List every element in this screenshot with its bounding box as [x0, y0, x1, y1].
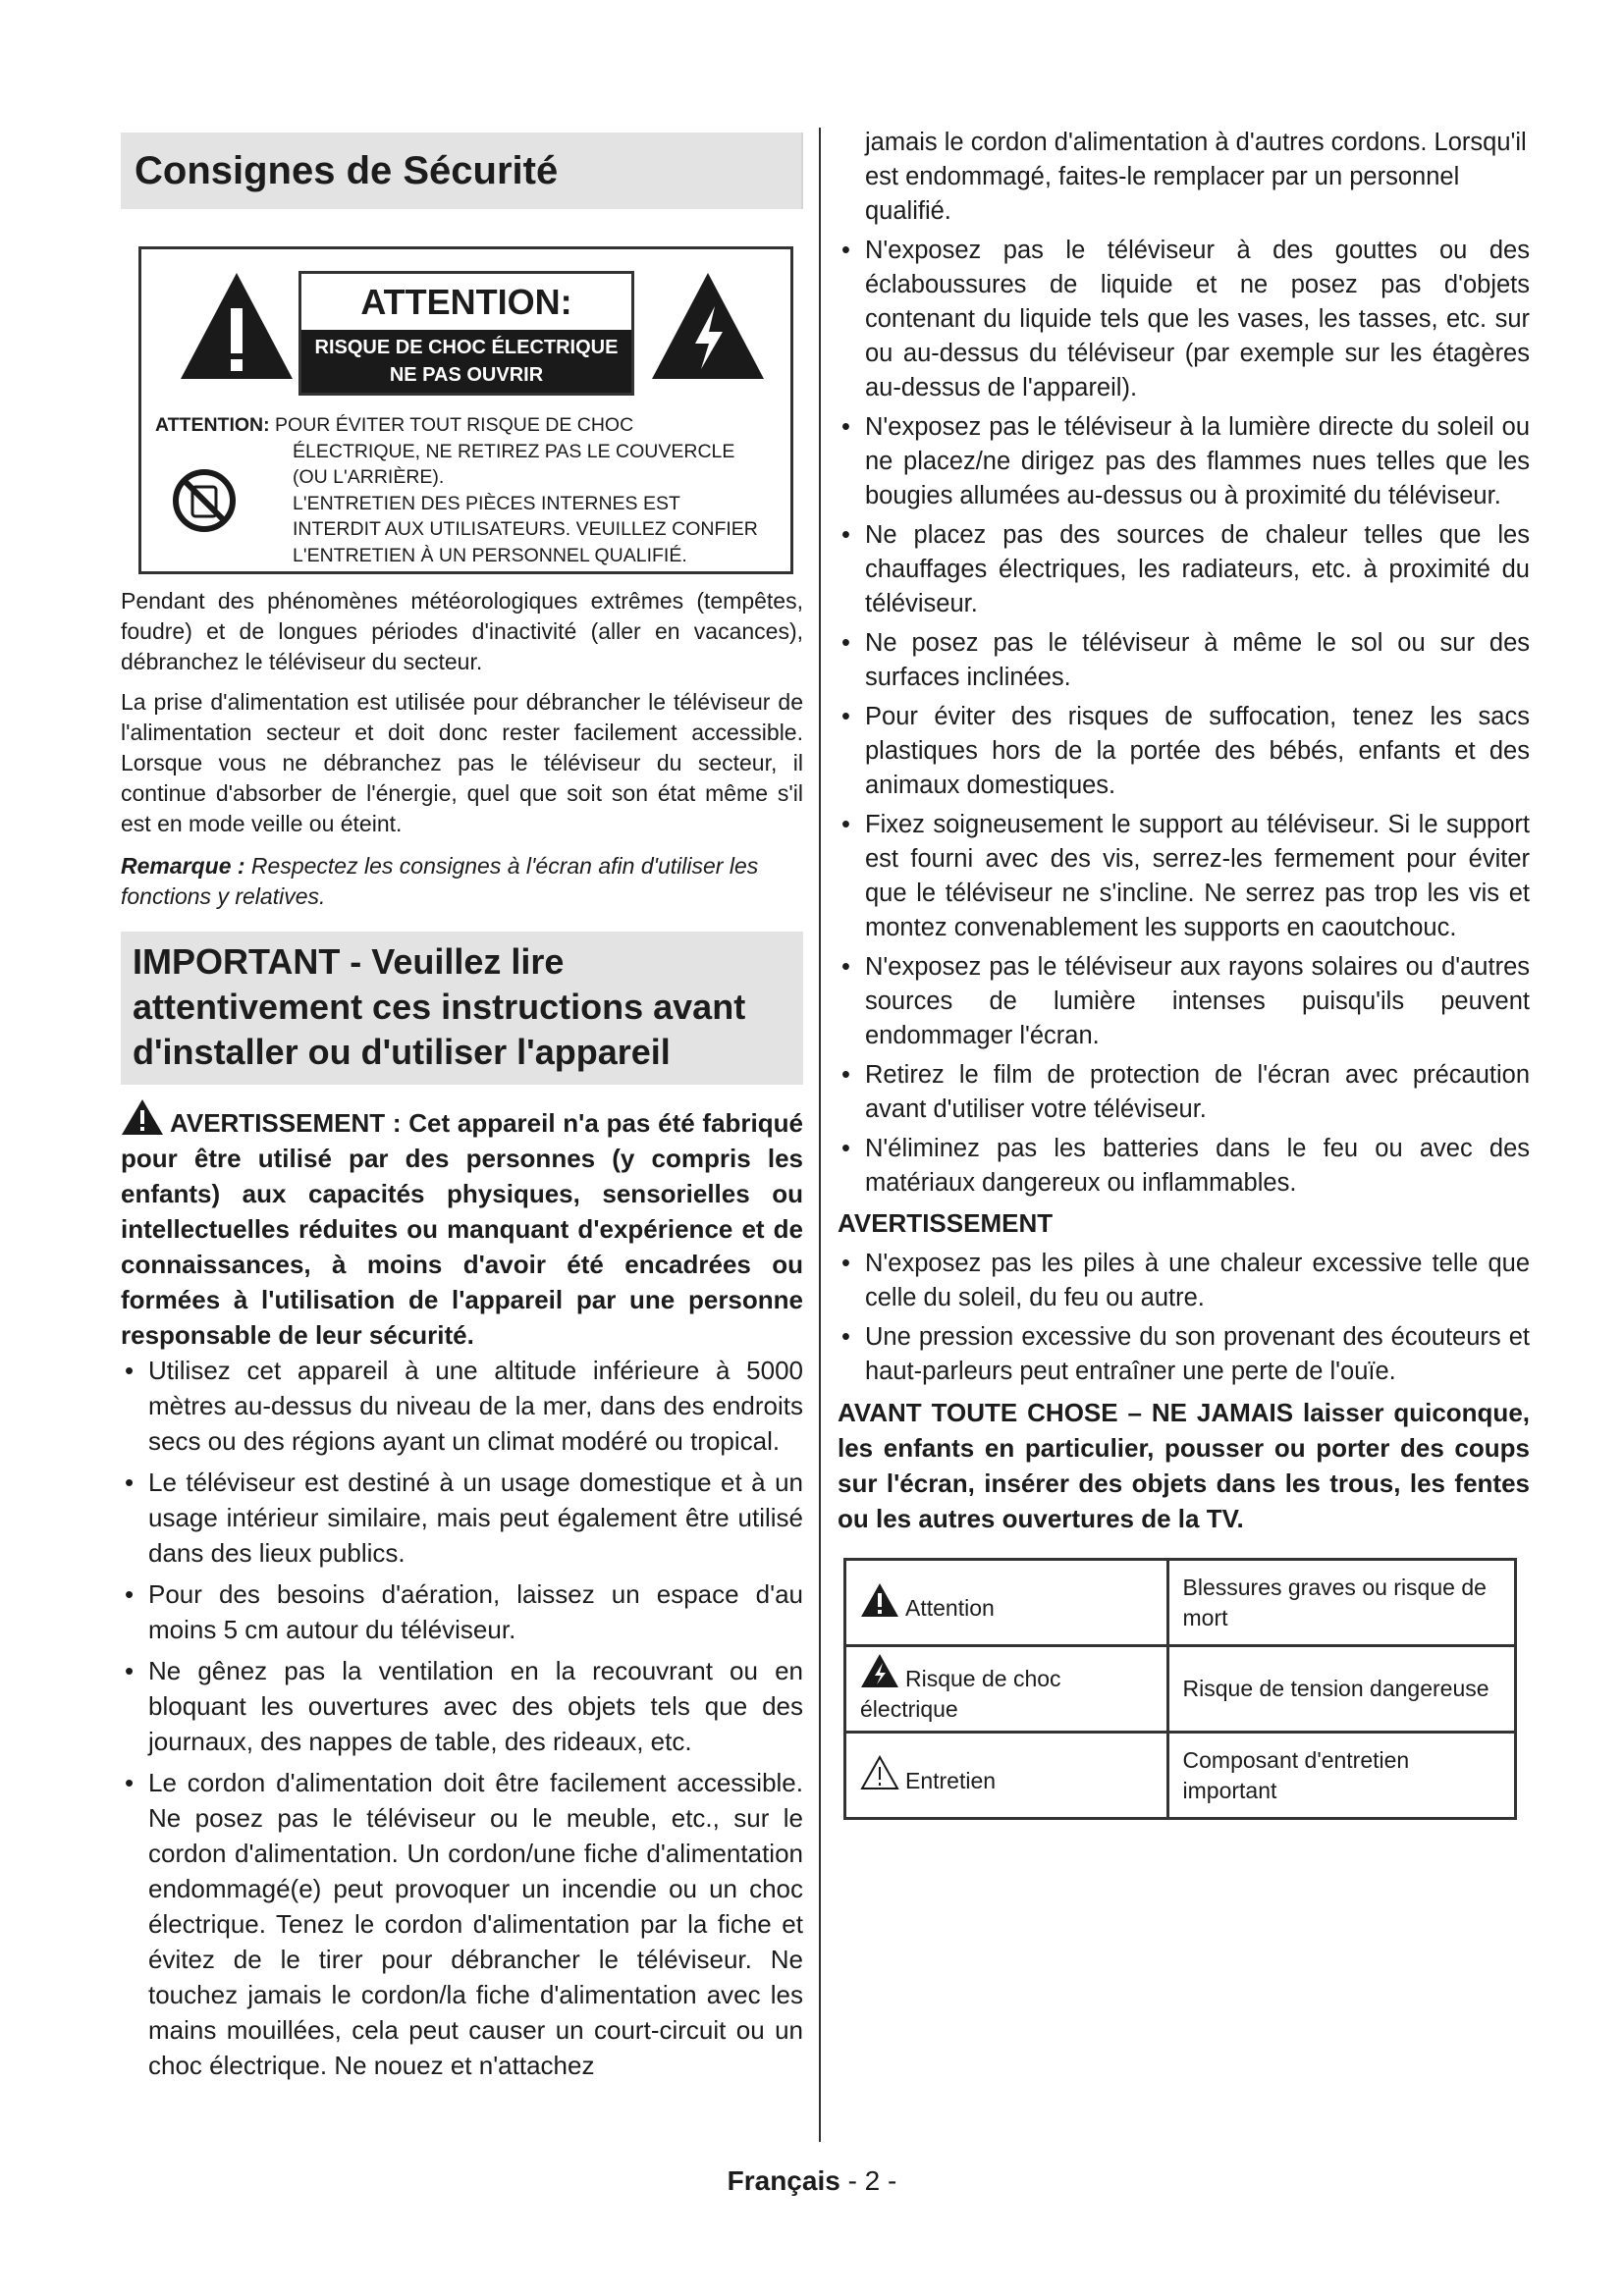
- list-item: • N'exposez pas le téléviseur aux rayons solaires ou d'autres sources de lumière intenses puisqu'ils peuvent endommager l'écran.: [838, 950, 1530, 1053]
- left-column: [121, 128, 803, 2089]
- caution-line: ÉLECTRIQUE, NE RETIREZ PAS LE COUVERCLE: [293, 440, 735, 462]
- warning-lead-paragraph: [121, 1098, 803, 1353]
- caution-text: [155, 412, 786, 568]
- continued-text: jamais le cordon d'alimentation à d'autres cordons. Lorsqu'il est endommagé, faites-le remplacer par un personnel qualifié.: [865, 129, 1527, 225]
- table-row: [845, 1733, 1516, 1819]
- list-item: • Pour des besoins d'aération, laissez un espace d'au moins 5 cm autour du téléviseur.: [121, 1576, 803, 1647]
- page-number: - 2 -: [847, 2165, 897, 2196]
- warning-filled-icon: [860, 1582, 899, 1618]
- legend-symbol-cell: [845, 1733, 1168, 1819]
- list-item: • Utilisez cet appareil à une altitude inférieure à 5000 mètres au-dessus du niveau de la mer, dans des endroits secs ou des régions ayant un climat modéré ou tropical.: [121, 1353, 803, 1459]
- legend-desc-cell: Blessures graves ou risque de mort: [1167, 1560, 1515, 1646]
- warning-triangle-icon: [179, 271, 295, 381]
- lightning-triangle-icon: [650, 271, 766, 381]
- list-item: • Retirez le film de protection de l'écran avec précaution avant d'utiliser votre téléviseur.: [838, 1058, 1530, 1127]
- electric-shock-warning-box: [138, 246, 793, 574]
- list-item: • N'exposez pas les piles à une chaleur excessive telle que celle du soleil, du feu ou autre.: [838, 1247, 1530, 1315]
- legend-symbol-cell: [845, 1646, 1168, 1733]
- legend-label: Entretien: [905, 1767, 997, 1793]
- attention-frame: [298, 271, 634, 396]
- shock-risk-line1: RISQUE DE CHOC ÉLECTRIQUE: [314, 337, 619, 358]
- right-bullet-list: [838, 234, 1530, 1201]
- legend-label: Attention: [905, 1594, 995, 1621]
- plug-paragraph: La prise d'alimentation est utilisée pour débrancher le téléviseur de l'alimentation secteur et doit donc rester facilement accessible. Lorsque vous ne débranchez pas le téléviseur du secteur, il continue d'absorber de l'énergie, quel que soit son état même s'il est en mode veille ou éteint.: [121, 689, 803, 836]
- legend-desc-cell: Risque de tension dangereuse: [1167, 1646, 1515, 1733]
- warning-heading: AVERTISSEMENT: [838, 1208, 1054, 1238]
- shock-risk-label: [301, 330, 631, 393]
- caution-line: (OU L'ARRIÈRE).: [293, 466, 445, 488]
- important-heading: IMPORTANT - Veuillez lire attentivement ces instructions avant d'installer ou d'utiliser l'appareil: [121, 932, 803, 1085]
- symbol-legend-table: [843, 1558, 1517, 1820]
- footer-language: Français: [727, 2165, 840, 2196]
- note-text: Respectez les consignes à l'écran afin d'utiliser les fonctions y relatives.: [121, 853, 759, 909]
- page-footer: [0, 2165, 1624, 2197]
- note-paragraph: [121, 851, 803, 912]
- column-divider: [819, 128, 821, 2142]
- list-item: • Ne gênez pas la ventilation en la recouvrant ou en bloquant les ouvertures avec des objets tels que des journaux, des nappes de table, des rideaux, etc.: [121, 1653, 803, 1759]
- list-item: • Le téléviseur est destiné à un usage domestique et à un usage intérieur similaire, mais peut également être utilisé dans des lieux publics.: [121, 1465, 803, 1571]
- table-row: [845, 1646, 1516, 1733]
- caution-line: L'ENTRETIEN DES PIÈCES INTERNES EST: [293, 492, 680, 514]
- legend-desc-cell: Composant d'entretien important: [1167, 1733, 1515, 1819]
- note-label: Remarque :: [121, 853, 245, 879]
- warning-bullet-list: [838, 1247, 1530, 1389]
- list-item: • Ne placez pas des sources de chaleur telles que les chauffages électriques, les radiateurs, etc. à proximité du téléviseur.: [838, 518, 1530, 621]
- caution-line: INTERDIT AUX UTILISATEURS. VEUILLEZ CONFIER: [293, 518, 758, 540]
- legend-symbol-cell: [845, 1560, 1168, 1646]
- shock-risk-line2: NE PAS OUVRIR: [389, 364, 544, 386]
- list-item: • Ne posez pas le téléviseur à même le sol ou sur des surfaces inclinées.: [838, 626, 1530, 695]
- caution-lead: ATTENTION:: [155, 414, 270, 436]
- page-title: Consignes de Sécurité: [121, 133, 803, 209]
- screen-warning-paragraph: AVANT TOUTE CHOSE – NE JAMAIS laisser quiconque, les enfants en particulier, pousser ou porter des coups sur l'écran, insérer des objets dans les trous, les fentes ou les autres ouvertures de la TV.: [838, 1398, 1530, 1533]
- list-item: • Pour éviter des risques de suffocation, tenez les sacs plastiques hors de la portée des bébés, enfants et des animaux domestiques.: [838, 700, 1530, 803]
- list-item: • N'exposez pas le téléviseur à des gouttes ou des éclaboussures de liquide et ne posez pas d'objets contenant du liquide tels que les vases, les tasses, etc. sur ou au-dessus du téléviseur (par exemple sur les étagères au-dessus de l'appareil).: [838, 234, 1530, 405]
- caution-line: L'ENTRETIEN À UN PERSONNEL QUALIFIÉ.: [293, 544, 687, 566]
- caution-line: POUR ÉVITER TOUT RISQUE DE CHOC: [275, 414, 634, 436]
- table-row: [845, 1560, 1516, 1646]
- left-bullet-list: [121, 1353, 803, 2083]
- list-item: • Une pression excessive du son provenant des écouteurs et haut-parleurs peut entraîner une perte de l'ouïe.: [838, 1320, 1530, 1389]
- storm-paragraph: Pendant des phénomènes météorologiques extrêmes (tempêtes, foudre) et de longues périodes d'inactivité (aller en vacances), débranchez le téléviseur du secteur.: [121, 588, 803, 674]
- list-item: • Le cordon d'alimentation doit être facilement accessible. Ne posez pas le téléviseur ou le meuble, etc., sur le cordon d'alimentation. Un cordon/une fiche d'alimentation endommagé(e) peut provoquer un incendie ou un choc électrique. Tenez le cordon d'alimentation par la fiche et évitez de le tirer pour débrancher le téléviseur. Ne touchez jamais le cordon/la fiche d'alimentation avec les mains mouillées, cela peut causer un court-circuit ou un choc électrique. Ne nouez et n'attachez: [121, 1765, 803, 2083]
- right-column: [838, 126, 1530, 1820]
- warning-lead-text: AVERTISSEMENT : Cet appareil n'a pas été fabriqué pour être utilisé par des personnes (y compris les enfants) aux capacités physiques, sensorielles ou intellectuelles réduites ou manquant d'expérience et de connaissances, à moins d'avoir été encadrées ou formées à l'utilisation de l'appareil par une personne responsable de leur sécurité.: [121, 1108, 803, 1350]
- warning-triangle-icon: [121, 1098, 164, 1136]
- warning-outline-icon: [860, 1755, 899, 1790]
- shock-filled-icon: [860, 1653, 899, 1688]
- list-item: • N'éliminez pas les batteries dans le feu ou avec des matériaux dangereux ou inflammables.: [838, 1132, 1530, 1201]
- list-item: • N'exposez pas le téléviseur à la lumière directe du soleil ou ne placez/ne dirigez pas des flammes nues telles que les bougies allumées au-dessus ou à proximité du téléviseur.: [838, 410, 1530, 513]
- list-item: • Fixez soigneusement le support au téléviseur. Si le support est fourni avec des vis, serrez-les fermement pour éviter que le téléviseur ne s'incline. Ne serrez pas trop les vis et montez convenablement les supports en caoutchouc.: [838, 808, 1530, 945]
- legend-label: Risque de choc électrique: [860, 1666, 1061, 1722]
- attention-title: ATTENTION:: [360, 282, 572, 322]
